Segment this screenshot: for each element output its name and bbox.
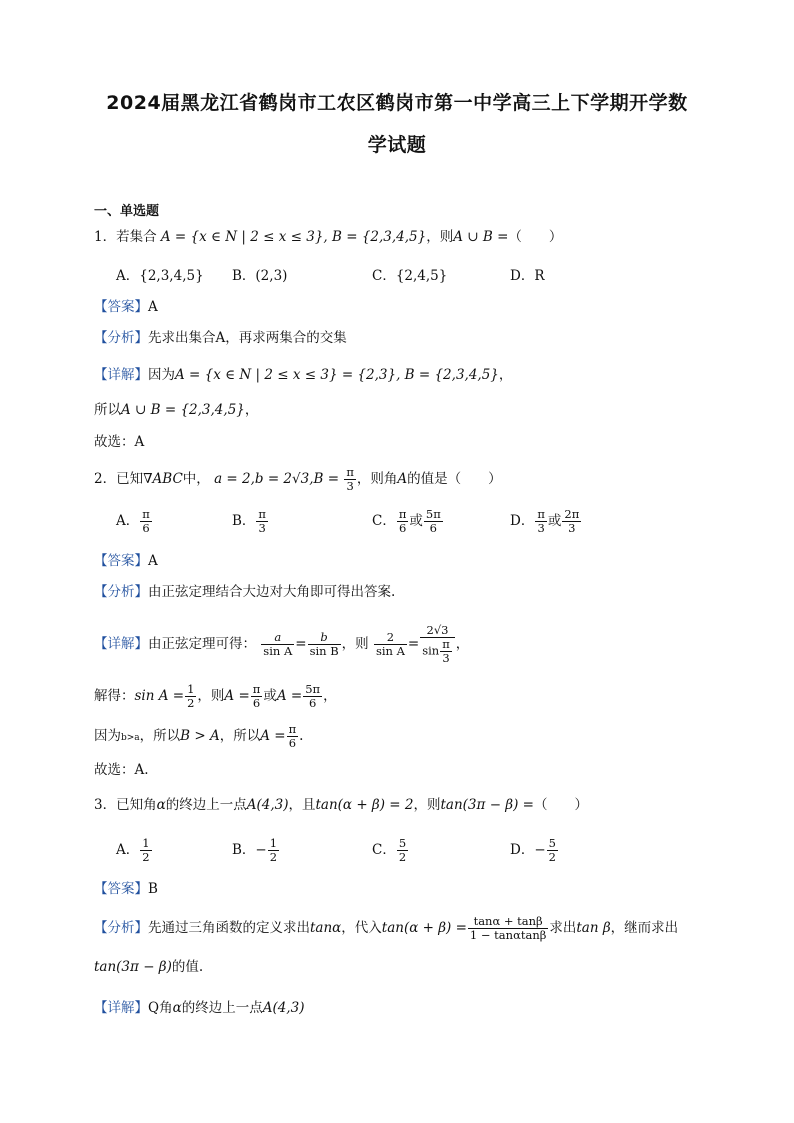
detail-label: 【详解】 xyxy=(94,367,148,383)
q2-frac-a-sinA: $\frac{a}{\text{sin A}}$ xyxy=(263,630,293,658)
q1-detail-2 xyxy=(94,400,258,420)
q2-answer xyxy=(94,551,158,571)
q3-alpha: α xyxy=(156,797,166,813)
q3-condition: tan(α + β) = 2 xyxy=(315,797,414,813)
q1-detail-text: 因为 xyxy=(148,367,175,383)
q1-stem-text-a: 若集合 xyxy=(116,229,157,245)
q3-target: tan(3π − β) = xyxy=(440,797,534,813)
choose-label: 故选： xyxy=(94,762,135,778)
q2-choose-value: A. xyxy=(134,762,149,778)
q2-stem-text-a: 已知 xyxy=(116,471,144,487)
q2-frac-b-sinB: $\frac{b}{\text{sin B}}$ xyxy=(309,630,339,658)
q3-option-a[interactable]: A． $\frac{1}{2}$ xyxy=(116,836,150,864)
q1-choose xyxy=(94,432,144,452)
choose-label: 故选： xyxy=(94,434,135,450)
q2-frac-2sqrt3-sinpi3: 2√3 sin $\frac{\pi}{3}$ xyxy=(420,624,455,665)
q2-option-b[interactable]: B． $\frac{\pi}{3}$ xyxy=(232,507,266,535)
q3-analysis-2: tan(3π − β)的值. xyxy=(94,959,204,975)
q1-answer-value: A xyxy=(148,299,158,315)
q1-detail-end: ， xyxy=(498,367,513,383)
q2-conditions: a = 2,b = 2√3,B = xyxy=(214,471,340,487)
q2-fraction-pi-3: $\frac{\pi}{3}$ xyxy=(346,465,354,493)
detail-label: 【详解】 xyxy=(94,1000,148,1016)
q2-stem-text-d: 的值是（ ） xyxy=(407,471,502,487)
analysis-label: 【分析】 xyxy=(94,330,148,346)
q2-stem-text-b: 中， xyxy=(182,471,210,487)
q2-because-text: 因为 xyxy=(94,728,121,744)
q3-detail-point: A(4,3) xyxy=(262,1000,305,1016)
q3-stem-text-a: 已知角 xyxy=(116,797,157,813)
q2-frac-1-2: $\frac{1}{2}$ xyxy=(187,682,195,710)
q2-stem xyxy=(94,466,502,493)
q3-detail: 【详解】Q角α的终边上一点A(4,3) xyxy=(94,1000,305,1016)
q3-analysis2-expr: tan(3π − β) xyxy=(94,959,172,975)
q3-number: 3． xyxy=(94,797,117,813)
q1-option-b[interactable]: B．(2,3) xyxy=(232,268,288,284)
q1-number: 1． xyxy=(94,229,117,245)
q2-option-d[interactable]: D． $\frac{\pi}{3}$ 或 $\frac{2\pi}{3}$ xyxy=(510,507,580,535)
q1-set-definition: A = {x ∈ N | 2 ≤ x ≤ 3}, B = {2,3,4,5} xyxy=(160,229,427,245)
q3-answer xyxy=(94,879,158,899)
q1-answer xyxy=(94,297,158,317)
q1-choose-value: A xyxy=(134,434,145,450)
q2-analysis xyxy=(94,582,395,602)
q2-option-c[interactable]: C． $\frac{\pi}{6}$ 或 $\frac{5\pi}{6}$ xyxy=(372,507,441,535)
q2-var-a: A xyxy=(397,471,408,487)
q1-detail xyxy=(94,365,512,385)
q1-detail-expr: A = {x ∈ N | 2 ≤ x ≤ 3} = {2,3}, B = {2,3,4,5} xyxy=(175,367,499,383)
q3-option-c[interactable]: C． $\frac{5}{2}$ xyxy=(372,836,407,864)
q2-because-expr: B > A xyxy=(180,728,220,744)
q2-analysis-text: 由正弦定理结合大边对大角即可得出答案. xyxy=(148,584,396,600)
q3-answer-value: B xyxy=(148,881,158,897)
q1-analysis xyxy=(94,328,347,348)
page-title-line2: 学试题 xyxy=(367,134,427,156)
detail-label: 【详解】 xyxy=(94,636,148,652)
analysis-label: 【分析】 xyxy=(94,584,148,600)
q1-union-expr: A ∪ B = xyxy=(453,229,509,245)
q1-option-c[interactable]: C．{2,4,5} xyxy=(372,268,448,284)
q2-frac-2-sinA: $\frac{2}{\text{sin A}}$ xyxy=(375,630,405,658)
q2-stem-text-c: ，则角 xyxy=(356,471,398,487)
q2-option-a[interactable]: A． $\frac{\pi}{6}$ xyxy=(116,507,150,535)
analysis-label: 【分析】 xyxy=(94,920,148,936)
q2-solve-text: 解得： xyxy=(94,688,135,704)
q3-stem: 3．已知角α的终边上一点A(4,3)，且tan(α + β) = 2，则tan(3π − β) =（ ） xyxy=(94,797,588,813)
q1-detail2-text: 所以 xyxy=(94,402,121,418)
q2-because: 因为b>a，所以B > A，所以A = $\frac{\pi}{6}$ . xyxy=(94,722,304,750)
q1-detail2-end: ， xyxy=(244,402,259,418)
q2-solve: 解得：sin A = $\frac{1}{2}$ ，则A = $\frac{\pi}{6}$ 或A = $\frac{5\pi}{6}$ ， xyxy=(94,682,337,710)
answer-label: 【答案】 xyxy=(94,299,148,315)
q2-detail-text-c: ， xyxy=(455,636,470,652)
q2-solve-text-b: ，则 xyxy=(197,688,225,704)
answer-label: 【答案】 xyxy=(94,553,148,569)
q2-detail: 【详解】由正弦定理可得： $\frac{a}{\text{sin A}}$ = $\frac{b}{\text{sin B}}$ ，则 $\frac{2}{\text{sin A}}$ = 2√3 sin $\frac{\pi}{3}$ ， xyxy=(94,623,470,665)
q3-option-d[interactable]: D．− $\frac{5}{2}$ xyxy=(510,836,556,864)
q3-analysis: 【分析】先通过三角函数的定义求出tanα，代入tan(α + β) = $\frac{\tan\alpha + \tan\beta}{1 - \tan\alpha\tan\beta}$ 求出tan β，继而求出 xyxy=(94,914,679,942)
q2-solve-expr: sin A = xyxy=(134,688,185,704)
q1-option-d[interactable]: D．R xyxy=(510,268,545,284)
q3-point: A(4,3) xyxy=(246,797,289,813)
q2-detail-text-b: ，则 xyxy=(341,636,369,652)
q2-triangle: ∇ABC xyxy=(143,471,183,487)
q1-analysis-text: 先求出集合A，再求两集合的交集 xyxy=(148,330,347,346)
page-title-line1: 2024届黑龙江省鹤岗市工农区鹤岗市第一中学高三上下学期开学数 xyxy=(106,92,688,114)
q3-option-b[interactable]: B．− $\frac{1}{2}$ xyxy=(232,836,278,864)
q1-detail2-expr: A ∪ B = {2,3,4,5} xyxy=(121,402,245,418)
q1-paren: （ ） xyxy=(508,229,563,245)
section-heading: 一、单选题 xyxy=(94,204,160,219)
answer-label: 【答案】 xyxy=(94,881,148,897)
q2-detail-text: 由正弦定理可得： xyxy=(148,636,256,652)
q2-number: 2． xyxy=(94,471,117,487)
q2-choose xyxy=(94,760,149,780)
q3-tan-sum-formula: $\frac{\tan\alpha + \tan\beta}{1 - \tan\alpha\tan\beta}$ xyxy=(469,914,547,942)
q1-stem xyxy=(94,227,562,247)
q2-because-small: b>a xyxy=(121,733,140,743)
q2-answer-value: A xyxy=(148,553,158,569)
q1-stem-text-b: ，则 xyxy=(426,229,454,245)
q1-option-a[interactable]: A．{2,3,4,5} xyxy=(116,268,204,284)
